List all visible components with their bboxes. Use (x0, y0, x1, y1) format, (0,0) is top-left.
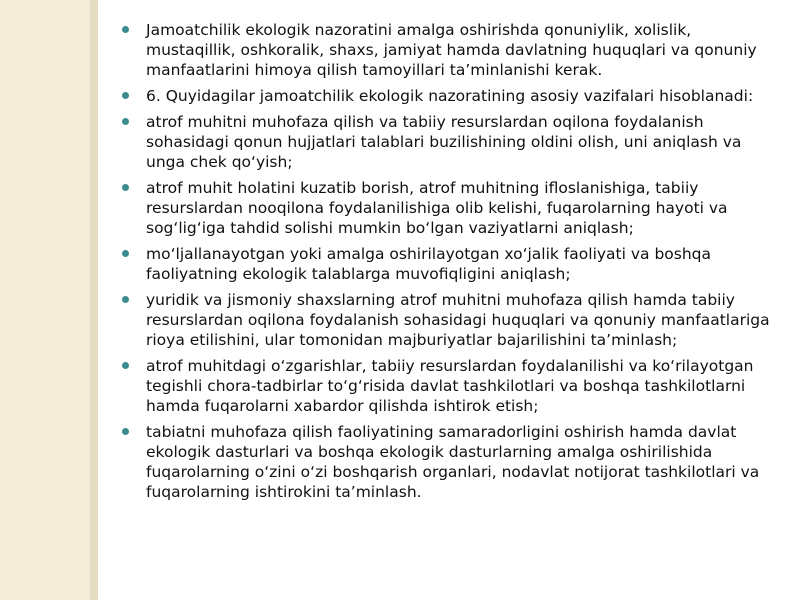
bullet-text: mo‘ljallanayotgan yoki amalga oshirilayotgan xo‘jalik faoliyati va boshqa faoliyatning ekologik talablarga muvofiqligini aniqlash; (146, 245, 712, 283)
bullet-text: tabiatni muhofaza qilish faoliyatining samaradorligini oshirish hamda davlat ekologik dasturlari va boshqa ekologik dasturlarning amalga oshirilishida fuqarolarning o‘zini o‘zi boshqarish organlari, nodavlat notijorat tashkilotlari va fuqarolarning ishtirokini ta’minlash. (146, 423, 760, 501)
bullet-text: 6. Quyidagilar jamoatchilik ekologik nazoratining asosiy vazifalari hisoblanadi: (146, 87, 754, 105)
bullet-item-rights (121, 290, 781, 350)
bullet-dot-icon (122, 250, 129, 257)
bullet-dot-icon (122, 296, 129, 303)
bullet-item-monitoring (121, 178, 781, 238)
bullet-text: Jamoatchilik ekologik nazoratini amalga oshirishda qonuniylik, xolislik, mustaqillik, oshkoralik, shaxs, jamiyat hamda davlatning huquqlari va qonuniy manfaatlarini himoya qilish tamoyillari ta’minlanishi kerak. (146, 21, 757, 79)
slide-content (121, 20, 781, 508)
bullet-dot-icon (122, 26, 129, 33)
bullet-list (121, 20, 781, 502)
bullet-dot-icon (122, 428, 129, 435)
bullet-dot-icon (122, 92, 129, 99)
bullet-text: atrof muhitdagi o‘zgarishlar, tabiiy resurslardan foydalanilishi va ko‘rilayotgan tegishli chora-tadbirlar to‘g‘risida davlat tashkilotlari va boshqa tashkilotlarni hamda fuqarolarni xabardor qilishda ishtirok etish; (146, 357, 754, 415)
side-decoration-panel (0, 0, 90, 600)
side-decoration-rule (90, 0, 98, 600)
bullet-item-tasks-heading (121, 86, 781, 106)
bullet-text: atrof muhit holatini kuzatib borish, atrof muhitning ifloslanishiga, tabiiy resurslardan nooqilona foydalanilishiga olib kelishi, fuqarolarning hayoti va sog‘lig‘iga tahdid solishi mumkin bo‘lgan vaziyatlarni aniqlash; (146, 179, 728, 237)
bullet-item-informing (121, 356, 781, 416)
bullet-dot-icon (122, 184, 129, 191)
bullet-item-prevention (121, 112, 781, 172)
bullet-text: atrof muhitni muhofaza qilish va tabiiy resurslardan oqilona foydalanish sohasidagi qonun hujjatlari talablari buzilishining oldini olish, uni aniqlash va unga chek qo‘yish; (146, 113, 742, 171)
bullet-item-participation (121, 422, 781, 502)
bullet-dot-icon (122, 362, 129, 369)
bullet-text: yuridik va jismoniy shaxslarning atrof muhitni muhofaza qilish hamda tabiiy resurslardan oqilona foydalanish sohasidagi huquqlari va qonuniy manfaatlariga rioya etilishini, ular tomonidan majburiyatlar bajarilishini ta’minlash; (146, 291, 770, 349)
bullet-dot-icon (122, 118, 129, 125)
bullet-item-compliance (121, 244, 781, 284)
bullet-item-principles (121, 20, 781, 80)
